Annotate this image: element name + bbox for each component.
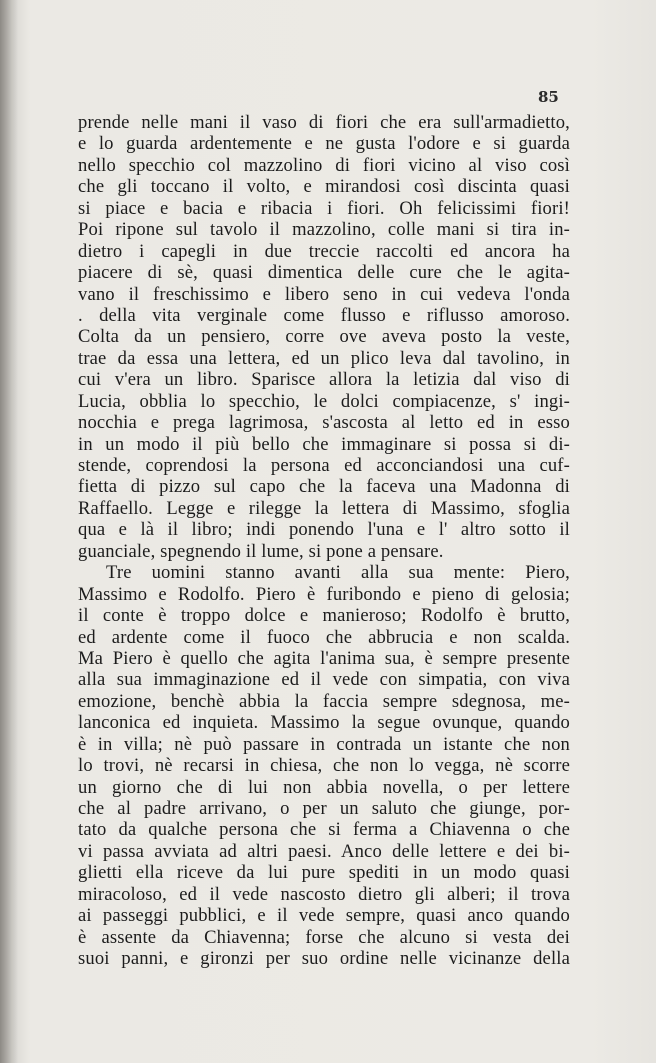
text-line: che al padre arrivano, o per un saluto che giunge, por- (78, 798, 570, 819)
text-line: trae da essa una lettera, ed un plico leva dal tavolino, in (78, 347, 570, 369)
body-text (78, 112, 570, 970)
text-line: Massimo e Rodolfo. Piero è furibondo e pieno di gelosia; (78, 583, 570, 605)
text-line: emozione, benchè abbia la faccia sempre sdegnosa, me- (78, 690, 570, 712)
text-line: un giorno che di lui non abbia novella, o per lettere (78, 776, 570, 798)
text-line: . della vita verginale come flusso e riflusso amoroso. (78, 304, 570, 326)
text-line: ai passeggi pubblici, e il vede sempre, quasi anco quando (78, 905, 570, 927)
text-line: Poi ripone sul tavolo il mazzolino, colle mani si tira in- (78, 219, 570, 241)
text-line: fietta di pizzo sul capo che la faceva una Madonna di (78, 476, 570, 498)
text-line: cui v'era un libro. Sparisce allora la letizia dal viso di (78, 369, 570, 391)
text-line: è in villa; nè può passare in contrada un istante che non (78, 733, 570, 755)
page-binding-shadow (0, 0, 18, 1063)
text-line: Colta da un pensiero, corre ove aveva posto la veste, (78, 326, 570, 348)
text-line: suoi panni, e gironzi per suo ordine nelle vicinanze della (78, 948, 570, 970)
text-line: alla sua immaginazione ed il vede con simpatia, con viva (78, 669, 570, 691)
text-line: glietti ella riceve da lui pure spediti in un modo quasi (78, 862, 570, 884)
text-line: ed ardente come il fuoco che abbrucia e non scalda. (78, 626, 570, 648)
text-line: nocchia e prega lagrimosa, s'ascosta al letto ed in esso (78, 412, 570, 434)
text-line: Raffaello. Legge e rilegge la lettera di Massimo, sfoglia (78, 497, 570, 519)
text-line: lanconica ed inquieta. Massimo la segue ovunque, quando (78, 712, 570, 734)
text-line: qua e là il libro; indi ponendo l'una e l' altro sotto il (78, 519, 570, 541)
text-line: dietro i capegli in due treccie raccolti ed ancora ha (78, 240, 570, 262)
text-line: tato da qualche persona che si ferma a Chiavenna o che (78, 819, 570, 841)
text-line: e lo guarda ardentemente e ne gusta l'odore e si guarda (78, 133, 570, 155)
text-line: Ma Piero è quello che agita l'anima sua, è sempre presente (78, 647, 570, 669)
text-line: lo trovi, nè recarsi in chiesa, che non lo vegga, nè scorre (78, 755, 570, 777)
text-line: stende, coprendosi la persona ed acconciandosi una cuf- (78, 455, 570, 476)
text-line: Lucia, obblia lo specchio, le dolci compiacenze, s' ingi- (78, 390, 570, 412)
text-line: vi passa avviata ad altri paesi. Anco delle lettere e dei bi- (78, 840, 570, 862)
page-number: 85 (538, 88, 559, 106)
text-line: si piace e bacia e ribacia i fiori. Oh felicissimi fiori! (78, 197, 570, 219)
text-line: nello specchio col mazzolino di fiori vicino al viso così (78, 154, 570, 176)
paragraph-end-line: guanciale, spegnendo il lume, si pone a pensare. (78, 540, 444, 562)
text-line: è assente da Chiavenna; forse che alcuno si vesta dei (78, 926, 570, 948)
text-line: il conte è troppo dolce e manieroso; Rodolfo è brutto, (78, 605, 570, 627)
text-line: vano il freschissimo e libero seno in cui vedeva l'onda (78, 283, 570, 305)
paragraph-start-line: Tre uomini stanno avanti alla sua mente: Piero, (106, 562, 570, 584)
text-line: piacere di sè, quasi dimentica delle cure che le agita- (78, 262, 570, 284)
text-line: prende nelle mani il vaso di fiori che era sull'armadietto, (78, 112, 570, 133)
text-line: che gli toccano il volto, e mirandosi così discinta quasi (78, 176, 570, 198)
text-line: in un modo il più bello che immaginare si possa si di- (78, 433, 570, 455)
text-line: miracoloso, ed il vede nascosto dietro gli alberi; il trova (78, 883, 570, 905)
